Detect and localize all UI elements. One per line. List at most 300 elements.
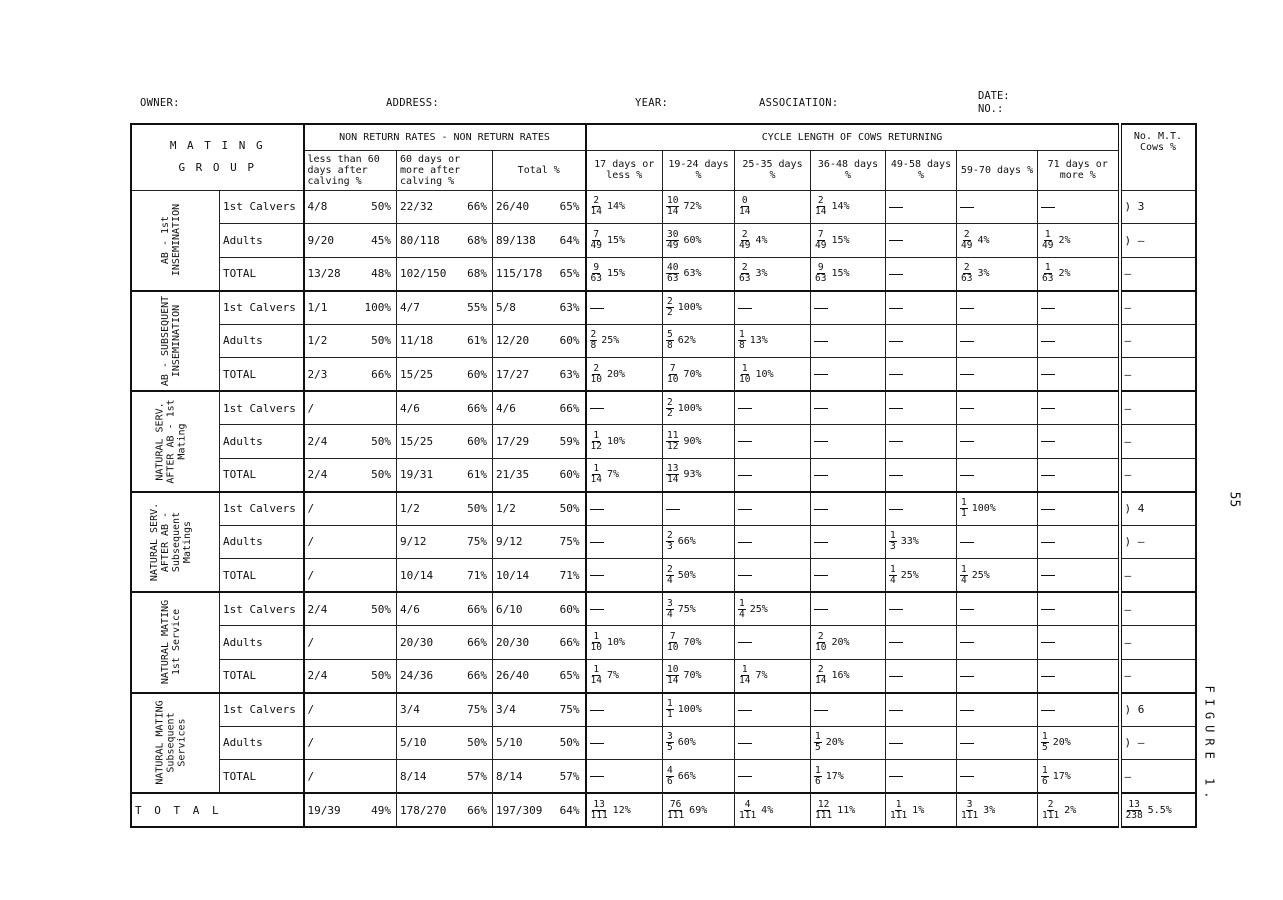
cycle-cell bbox=[663, 425, 735, 459]
cycle-cell bbox=[586, 257, 663, 291]
rate-value bbox=[308, 200, 394, 213]
fraction-value bbox=[590, 429, 626, 452]
percent: 15% bbox=[831, 234, 850, 246]
percent: 2% bbox=[1058, 234, 1071, 246]
rate-cell bbox=[397, 458, 493, 492]
ge60-header: 60 days or more after calving % bbox=[397, 150, 493, 190]
fraction bbox=[666, 599, 674, 620]
cycle-cell bbox=[663, 492, 735, 526]
table-row bbox=[131, 726, 1196, 760]
rate-fraction: 2/4 bbox=[307, 602, 328, 616]
cycle-cell bbox=[586, 626, 663, 660]
fraction bbox=[590, 464, 603, 485]
numerator: 1 bbox=[1042, 764, 1048, 776]
rate-cell bbox=[304, 659, 397, 693]
rate-value bbox=[496, 200, 582, 213]
numerator: 1 bbox=[593, 630, 600, 642]
denominator: 49 bbox=[739, 239, 751, 251]
mating-group-header bbox=[131, 124, 304, 190]
rate-percent: 50% bbox=[467, 502, 487, 515]
cycle-cell bbox=[886, 291, 957, 325]
cycle-cell bbox=[663, 726, 735, 760]
fraction bbox=[666, 297, 674, 318]
lt60-header: less than 60 days after calving % bbox=[304, 150, 397, 190]
fraction bbox=[1041, 263, 1054, 284]
rate-value bbox=[400, 200, 489, 213]
numerator: 7 bbox=[669, 362, 676, 374]
rate-cell bbox=[304, 324, 397, 358]
fraction bbox=[814, 732, 822, 753]
denominator: 14 bbox=[667, 206, 679, 218]
cycle-cell bbox=[663, 358, 735, 392]
fraction bbox=[814, 766, 822, 787]
numerator: 40 bbox=[667, 262, 679, 273]
rate-value bbox=[496, 334, 582, 347]
dash-mark bbox=[590, 575, 604, 576]
group-header-text: G R O U P bbox=[178, 161, 257, 175]
rate-value bbox=[496, 669, 582, 682]
fraction-value bbox=[960, 262, 990, 284]
percent: 25% bbox=[601, 335, 620, 347]
rate-fraction: 1/1 bbox=[307, 301, 328, 314]
subgroup-label: Adults bbox=[220, 224, 304, 258]
rate-percent: 66% bbox=[467, 602, 487, 616]
cycle-cell bbox=[886, 425, 957, 459]
c49-header: 49-58 days % bbox=[886, 150, 957, 190]
fraction bbox=[889, 565, 897, 586]
numerator: 1 bbox=[1042, 731, 1048, 743]
subgroup-label: TOTAL bbox=[220, 659, 304, 693]
association-label: ASSOCIATION: bbox=[759, 97, 839, 109]
percent: 3% bbox=[983, 804, 996, 816]
dash-mark bbox=[1041, 609, 1055, 610]
fraction-value bbox=[960, 798, 996, 821]
rate-value bbox=[400, 234, 489, 247]
rate-value bbox=[308, 402, 394, 415]
dash-mark bbox=[738, 710, 752, 711]
cycle-cell bbox=[1038, 626, 1120, 660]
dash-mark bbox=[814, 341, 828, 342]
denominator: 10 bbox=[815, 641, 827, 653]
cycle-cell bbox=[586, 760, 663, 794]
numerator: 1 bbox=[961, 563, 967, 575]
rate-value bbox=[308, 468, 394, 481]
rate-fraction: 15/25 bbox=[400, 367, 434, 381]
cycle-cell bbox=[586, 693, 663, 727]
mt-cows-cell: ) 6 bbox=[1120, 693, 1196, 727]
numerator: 5 bbox=[667, 329, 673, 341]
dash-mark bbox=[960, 743, 974, 744]
rate-fraction: 13/28 bbox=[307, 267, 341, 280]
cycle-cell bbox=[586, 425, 663, 459]
fraction-value bbox=[738, 329, 768, 352]
rate-percent: 60% bbox=[559, 334, 580, 348]
percent: 20% bbox=[831, 636, 850, 648]
cycle-cell bbox=[735, 626, 811, 660]
cycle-cell bbox=[1038, 190, 1120, 224]
denominator: 111 bbox=[815, 809, 833, 821]
table-row bbox=[131, 592, 1196, 626]
cycle-cell bbox=[886, 693, 957, 727]
percent: 60% bbox=[677, 737, 696, 749]
cycle-cell bbox=[586, 190, 663, 224]
fraction bbox=[590, 263, 603, 284]
dash-mark bbox=[590, 609, 604, 610]
rate-percent: 49% bbox=[371, 803, 391, 817]
fraction bbox=[814, 800, 833, 821]
denominator: 8 bbox=[667, 340, 673, 352]
rate-cell bbox=[493, 592, 586, 626]
total-mt-cell bbox=[1120, 793, 1196, 827]
cycle-cell bbox=[1038, 324, 1120, 358]
percent: 10% bbox=[606, 435, 626, 447]
denominator: 1 bbox=[961, 508, 967, 519]
percent: 20% bbox=[825, 737, 844, 749]
cycle-cell bbox=[735, 458, 811, 492]
cycle-cell bbox=[811, 726, 886, 760]
numerator: 10 bbox=[667, 664, 679, 675]
cycle-cell bbox=[811, 492, 886, 526]
fraction-value bbox=[590, 228, 626, 251]
cycle-cell bbox=[886, 257, 957, 291]
no-label: NO.: bbox=[978, 103, 1004, 115]
rate-cell bbox=[397, 659, 493, 693]
rate-cell bbox=[397, 592, 493, 626]
subgroup-label: 1st Calvers bbox=[220, 190, 304, 224]
dash-mark bbox=[960, 609, 974, 610]
numerator: 2 bbox=[741, 228, 748, 240]
cycle-cell bbox=[735, 726, 811, 760]
fraction-value bbox=[1041, 228, 1071, 251]
rate-fraction: / bbox=[307, 535, 315, 549]
rate-fraction: 3/4 bbox=[400, 703, 420, 716]
denominator: 3 bbox=[890, 541, 896, 553]
denominator: 4 bbox=[667, 574, 673, 586]
rate-value bbox=[496, 468, 582, 481]
percent: 100% bbox=[677, 402, 702, 414]
rate-cell bbox=[304, 793, 397, 827]
dash-mark bbox=[738, 308, 752, 309]
mating-summary-table bbox=[130, 123, 1197, 828]
rate-percent: 60% bbox=[467, 434, 487, 448]
dash-mark bbox=[814, 575, 828, 576]
table-row bbox=[131, 492, 1196, 526]
dash-mark bbox=[814, 609, 828, 610]
denominator: 5 bbox=[667, 742, 673, 754]
numerator: 13 bbox=[1128, 798, 1140, 810]
dash-mark bbox=[889, 374, 903, 375]
dash-mark bbox=[738, 743, 752, 744]
cycle-cell bbox=[957, 693, 1038, 727]
rate-fraction: 22/32 bbox=[400, 200, 434, 214]
cycle-cell bbox=[663, 659, 735, 693]
numerator: 1 bbox=[741, 664, 748, 675]
rate-value bbox=[496, 636, 582, 649]
dash-mark bbox=[960, 207, 974, 208]
rate-percent: 50% bbox=[371, 669, 391, 682]
denominator: 49 bbox=[667, 239, 679, 251]
percent: 70% bbox=[683, 368, 702, 380]
rate-cell bbox=[397, 626, 493, 660]
rate-percent: 50% bbox=[371, 334, 391, 348]
cycle-cell bbox=[957, 190, 1038, 224]
fraction-value bbox=[738, 228, 768, 251]
fraction-value bbox=[814, 731, 844, 754]
rate-fraction: 2/3 bbox=[307, 367, 328, 381]
percent: 14% bbox=[831, 201, 850, 213]
rate-fraction: 8/14 bbox=[496, 769, 523, 783]
subgroup-label: TOTAL bbox=[220, 760, 304, 794]
rate-value bbox=[308, 770, 394, 783]
fraction bbox=[814, 230, 827, 251]
rate-value bbox=[496, 267, 582, 280]
rate-value bbox=[308, 301, 394, 314]
dash-mark bbox=[1041, 509, 1055, 510]
fraction-value bbox=[814, 664, 850, 686]
rate-fraction: 4/6 bbox=[400, 401, 420, 415]
fraction bbox=[1041, 230, 1054, 251]
fraction-value bbox=[814, 764, 844, 787]
table-row bbox=[131, 224, 1196, 258]
cycle-cell bbox=[586, 358, 663, 392]
subgroup-label: Adults bbox=[220, 726, 304, 760]
rate-cell bbox=[397, 358, 493, 392]
subgroup-label: Adults bbox=[220, 525, 304, 559]
cycle-cell bbox=[586, 793, 663, 827]
cycle-cell bbox=[886, 391, 957, 425]
fraction-value bbox=[590, 329, 620, 352]
year-label: YEAR: bbox=[635, 97, 669, 109]
rate-percent: 50% bbox=[559, 502, 580, 515]
rate-fraction: 4/6 bbox=[496, 401, 516, 415]
percent: 2% bbox=[1058, 268, 1071, 279]
rate-percent: 61% bbox=[467, 468, 487, 481]
rate-percent: 65% bbox=[559, 200, 580, 214]
cycle-cell bbox=[586, 391, 663, 425]
cycle-cell bbox=[586, 525, 663, 559]
dash-mark bbox=[814, 710, 828, 711]
cycle-cell bbox=[586, 224, 663, 258]
fraction bbox=[666, 665, 679, 686]
rate-value bbox=[308, 636, 394, 649]
fraction bbox=[666, 766, 674, 787]
denominator: 12 bbox=[590, 440, 602, 452]
dash-mark bbox=[738, 575, 752, 576]
fraction bbox=[590, 230, 603, 251]
rate-fraction: 4/7 bbox=[400, 301, 420, 314]
dash-mark bbox=[960, 408, 974, 409]
fraction bbox=[590, 800, 609, 821]
denominator: 4 bbox=[739, 608, 745, 620]
cycle-cell bbox=[811, 525, 886, 559]
rate-cell bbox=[304, 190, 397, 224]
cycle-cell bbox=[1038, 760, 1120, 794]
percent: 15% bbox=[606, 234, 626, 246]
cycle-cell bbox=[1038, 391, 1120, 425]
fraction bbox=[666, 230, 679, 251]
percent: 20% bbox=[606, 368, 626, 380]
rate-value bbox=[400, 368, 489, 381]
rate-percent: 50% bbox=[467, 736, 487, 750]
dash-mark bbox=[814, 542, 828, 543]
cycle-cell bbox=[886, 492, 957, 526]
table-row bbox=[131, 190, 1196, 224]
cycle-cell bbox=[886, 793, 957, 827]
rate-percent: 59% bbox=[559, 434, 580, 448]
fraction bbox=[666, 800, 685, 821]
cycle-cell bbox=[811, 458, 886, 492]
numerator: 12 bbox=[817, 798, 830, 810]
numerator: 1 bbox=[890, 530, 896, 542]
rate-percent: 71% bbox=[467, 568, 487, 582]
rate-fraction: / bbox=[307, 568, 315, 582]
cycle-cell bbox=[586, 291, 663, 325]
denominator: 238 bbox=[1125, 809, 1143, 821]
cycle-cell bbox=[663, 391, 735, 425]
rate-value bbox=[400, 301, 489, 314]
dash-mark bbox=[666, 509, 680, 510]
dash-mark bbox=[1041, 475, 1055, 476]
cycle-cell bbox=[811, 358, 886, 392]
mt-cows-cell: — bbox=[1120, 760, 1196, 794]
c19-header: 19-24 days % bbox=[663, 150, 735, 190]
rate-fraction: / bbox=[307, 703, 315, 716]
cycle-cell bbox=[663, 257, 735, 291]
rate-value bbox=[308, 535, 394, 548]
rate-fraction: 80/118 bbox=[400, 233, 440, 247]
rate-percent: 55% bbox=[467, 301, 487, 314]
dash-mark bbox=[889, 308, 903, 309]
subgroup-label: TOTAL bbox=[220, 358, 304, 392]
cycle-cell bbox=[1038, 458, 1120, 492]
rate-value bbox=[400, 669, 489, 682]
group-label: NATURAL SERV. AFTER AB - Subsequent Matings bbox=[149, 502, 193, 581]
fraction bbox=[590, 196, 603, 217]
cycle-cell bbox=[1038, 693, 1120, 727]
mt-cows-cell: — bbox=[1120, 559, 1196, 593]
fraction bbox=[666, 263, 679, 284]
group-label: NATURAL MATING 1st Service bbox=[160, 600, 182, 685]
denominator: 10 bbox=[667, 641, 679, 653]
cycle-cell bbox=[811, 626, 886, 660]
dash-mark bbox=[590, 743, 604, 744]
denominator: 5 bbox=[815, 742, 821, 754]
mt-cows-cell: ) — bbox=[1120, 726, 1196, 760]
rate-value bbox=[308, 569, 394, 582]
fraction-value bbox=[666, 262, 702, 284]
fraction-value bbox=[666, 296, 702, 318]
rate-fraction: 5/10 bbox=[400, 736, 427, 750]
subgroup-label: 1st Calvers bbox=[220, 693, 304, 727]
mt-cows-cell: — bbox=[1120, 324, 1196, 358]
fraction bbox=[960, 565, 968, 586]
cycle-cell bbox=[586, 559, 663, 593]
fraction-value bbox=[814, 798, 856, 821]
dash-mark bbox=[738, 408, 752, 409]
numerator: 2 bbox=[667, 296, 673, 307]
percent: 20% bbox=[1052, 737, 1071, 749]
rate-value bbox=[496, 301, 582, 314]
table-row bbox=[131, 291, 1196, 325]
subgroup-label: Adults bbox=[220, 626, 304, 660]
dash-mark bbox=[1041, 308, 1055, 309]
fraction bbox=[738, 330, 746, 351]
numerator: 1 bbox=[593, 429, 600, 441]
rate-cell bbox=[304, 492, 397, 526]
rate-cell bbox=[397, 257, 493, 291]
non-return-header: NON RETURN RATES - NON RETURN RATES bbox=[304, 124, 586, 150]
group-label-cell bbox=[131, 190, 220, 291]
fraction bbox=[666, 431, 679, 452]
fraction bbox=[666, 699, 674, 720]
percent: 12% bbox=[612, 804, 631, 816]
rate-cell bbox=[397, 525, 493, 559]
rate-percent: 64% bbox=[559, 233, 580, 247]
rate-cell bbox=[397, 425, 493, 459]
fraction bbox=[590, 665, 603, 686]
total-label: T O T A L bbox=[131, 793, 304, 827]
dash-mark bbox=[889, 609, 903, 610]
rate-cell bbox=[304, 760, 397, 794]
dash-mark bbox=[889, 408, 903, 409]
percent: 7% bbox=[606, 469, 619, 480]
fraction bbox=[960, 230, 973, 251]
rate-fraction: 1/2 bbox=[400, 502, 420, 515]
numerator: 13 bbox=[593, 798, 605, 810]
fraction bbox=[960, 263, 973, 284]
denominator: 63 bbox=[961, 273, 973, 284]
rate-cell bbox=[397, 693, 493, 727]
mt-cows-cell: ) — bbox=[1120, 525, 1196, 559]
percent: 7% bbox=[755, 670, 768, 681]
rate-percent: 66% bbox=[467, 401, 487, 415]
cycle-cell bbox=[1038, 224, 1120, 258]
fraction bbox=[1041, 800, 1060, 821]
percent: 100% bbox=[971, 503, 996, 514]
dash-mark bbox=[1041, 374, 1055, 375]
c36-header: 36-48 days % bbox=[811, 150, 886, 190]
dash-mark bbox=[960, 341, 974, 342]
percent: 13% bbox=[749, 335, 768, 347]
rate-cell bbox=[397, 391, 493, 425]
cycle-cell bbox=[735, 559, 811, 593]
fraction-value bbox=[814, 228, 850, 251]
cycle-cell bbox=[735, 793, 811, 827]
rate-percent: 66% bbox=[467, 669, 487, 682]
mating-header-text: M A T I N G bbox=[169, 139, 265, 153]
percent: 100% bbox=[677, 704, 702, 715]
cycle-cell bbox=[886, 592, 957, 626]
rate-value bbox=[496, 535, 582, 548]
dash-mark bbox=[889, 743, 903, 744]
rate-fraction: 26/40 bbox=[496, 200, 530, 214]
denominator: 63 bbox=[667, 273, 679, 284]
rate-fraction: / bbox=[307, 769, 315, 783]
rate-value bbox=[496, 368, 582, 381]
percent: 25% bbox=[971, 569, 990, 581]
rate-percent: 66% bbox=[559, 635, 580, 649]
percent: 11% bbox=[837, 804, 856, 816]
rate-cell bbox=[397, 559, 493, 593]
rate-value bbox=[496, 804, 582, 817]
c59-header: 59-70 days % bbox=[957, 150, 1038, 190]
fraction-value bbox=[814, 195, 850, 218]
denominator: 8 bbox=[590, 340, 597, 352]
rate-value bbox=[400, 535, 489, 548]
c71-header: 71 days or more % bbox=[1038, 150, 1120, 190]
numerator: 1 bbox=[1044, 228, 1051, 240]
rate-value bbox=[308, 603, 394, 616]
